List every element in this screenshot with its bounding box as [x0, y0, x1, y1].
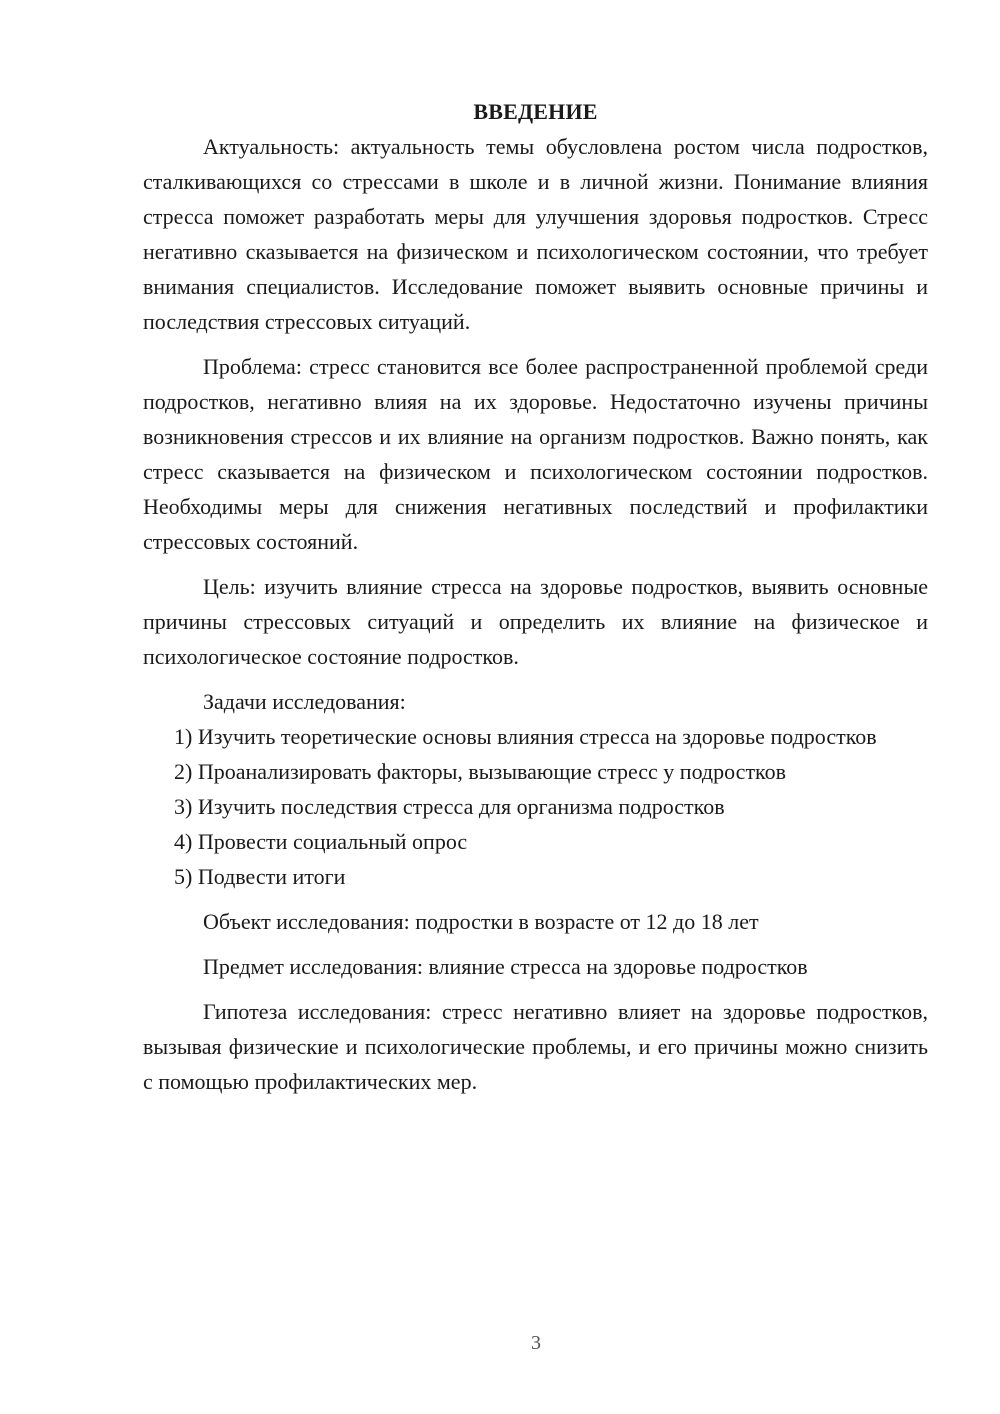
list-item: 4) Провести социальный опрос: [174, 829, 468, 854]
document-page: [143, 94, 928, 1099]
hypothesis-paragraph: Гипотеза исследования: стресс негативно влияет на здоровье подростков, вызывая физические и психологические проблемы, и его причины можно снизить с помощью профилактических мер.: [143, 999, 928, 1094]
relevance-paragraph: Актуальность: актуальность темы обусловлена ростом числа подростков, сталкивающихся со стрессами в школе и в личной жизни. Понимание влияния стресса поможет разработать меры для улучшения здоровья подростков. Стресс негативно сказывается на физическом и психологическом состоянии, что требует внимания специалистов. Исследование поможет выявить основные причины и последствия стрессовых ситуаций.: [143, 134, 928, 334]
object-paragraph: Объект исследования: подростки в возрасте от 12 до 18 лет: [203, 909, 759, 934]
page-number: 3: [531, 1332, 541, 1354]
tasks-list: [143, 719, 928, 894]
goal-paragraph: Цель: изучить влияние стресса на здоровье подростков, выявить основные причины стрессовых ситуаций и определить их влияние на физическое и психологическое состояние подростков.: [143, 574, 928, 669]
subject-paragraph: Предмет исследования: влияние стресса на здоровье подростков: [203, 954, 808, 979]
list-item: 2) Проанализировать факторы, вызывающие стресс у подростков: [174, 759, 787, 784]
list-item: 1) Изучить теоретические основы влияния стресса на здоровье подростков: [174, 724, 877, 749]
list-item: 5) Подвести итоги: [174, 864, 346, 889]
list-item: 3) Изучить последствия стресса для организма подростков: [174, 794, 725, 819]
problem-paragraph: Проблема: стресс становится все более распространенной проблемой среди подростков, негативно влияя на их здоровье. Недостаточно изучены причины возникновения стрессов и их влияние на организм подростков. Важно понять, как стресс сказывается на физическом и психологическом состоянии подростков. Необходимы меры для снижения негативных последствий и профилактики стрессовых состояний.: [143, 354, 928, 554]
document-title: ВВЕДЕНИЕ: [473, 99, 598, 124]
tasks-heading: Задачи исследования:: [203, 689, 406, 714]
